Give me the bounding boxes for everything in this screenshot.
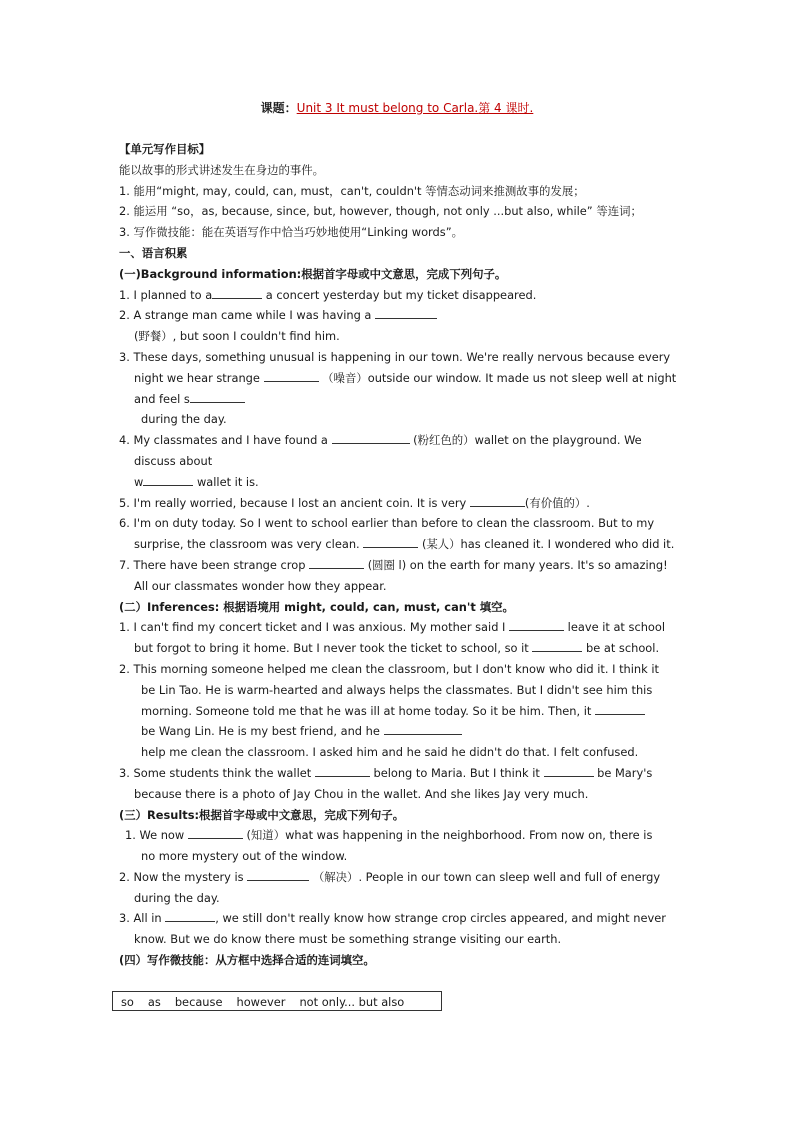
question-b2-cont: be Wang Lin. He is my best friend, and he [119,721,684,742]
question-b2-cont: be Lin Tao. He is warm-hearted and always helps the classmates. But I didn't see him this [141,682,653,697]
question-c1-cont: no more mystery out of the window. [141,849,348,864]
question-a3-cont: during the day. [141,412,227,427]
question-a7: 7. There have been strange crop (圆圈 l) on the earth for many years. It's so amazing! [119,555,684,576]
question-b2-cont: help me clean the classroom. I asked him and he said he didn't do that. I felt confused. [141,745,639,760]
part-a-heading: (一)Background information:根据首字母或中文意思，完成下列句子。 [119,266,507,281]
title-lesson: 第 4 课时. [478,101,534,115]
word-option: so [121,995,134,1009]
answer-blank[interactable] [315,763,370,777]
question-b2: 2. This morning someone helped me clean the classroom, but I don't know who did it. I think it [119,661,659,676]
part-d-heading: (四）写作微技能：从方框中选择合适的连词填空。 [119,953,375,968]
question-b1-cont: but forgot to bring it home. But I never took the ticket to school, so it be at school. [119,638,684,659]
title-unit: Unit 3 It must belong to Carla. [296,101,479,115]
answer-blank[interactable] [188,825,243,839]
question-a1: 1. I planned to a a concert yesterday but my ticket disappeared. [119,285,684,306]
answer-blank[interactable] [309,555,364,569]
goal-item: 3. 写作微技能：能在英语写作中恰当巧妙地使用“Linking words”。 [119,225,463,240]
question-c3-cont: know. But we do know there must be something strange visiting our earth. [134,932,562,947]
answer-blank[interactable] [212,285,262,299]
part-b-heading: (二）Inferences: 根据语境用 might, could, can, must, can't 填空。 [119,599,514,614]
question-a4: 4. My classmates and I have found a (粉红色的）wallet on the playground. We discuss about [119,430,684,472]
answer-blank[interactable] [165,908,215,922]
question-b1: 1. I can't find my concert ticket and I was anxious. My mother said I leave it at school [119,617,684,638]
answer-blank[interactable] [595,701,645,715]
answer-blank[interactable] [532,638,582,652]
question-b3-cont: because there is a photo of Jay Chou in the wallet. And she likes Jay very much. [134,786,589,801]
question-a7-cont: All our classmates wonder how they appear. [134,578,387,593]
section-heading: 一、语言积累 [119,245,188,260]
goal-item: 2. 能运用 “so，as, because, since, but, however, though, not only ...but also, while” 等连词； [119,204,642,219]
answer-blank[interactable] [544,763,594,777]
question-a4-cont: w wallet it is. [119,472,684,493]
answer-blank[interactable] [143,472,193,486]
word-option: as [147,995,161,1009]
goals-heading: 【单元写作目标】 [119,142,211,156]
answer-blank[interactable] [509,617,564,631]
question-c2: 2. Now the mystery is （解决）. People in our town can sleep well and full of energy [119,867,684,888]
goal-item: 1. 能用“might, may, could, can, must，can't, couldn't 等情态动词来推测故事的发展； [119,183,585,198]
question-b2-cont: morning. Someone told me that he was ill at home today. So it be him. Then, it [119,701,684,722]
answer-blank[interactable] [363,534,418,548]
question-a3: 3. These days, something unusual is happening in our town. We're really nervous because every night we hear strange （噪音）outside our window. It made us not sleep well at night and feel s [119,349,677,406]
part-c-heading: (三）Results:根据首字母或中文意思，完成下列句子。 [119,807,405,822]
question-b3: 3. Some students think the wallet belong to Maria. But I think it be Mary's [119,763,684,784]
goals-intro: 能以故事的形式讲述发生在身边的事件。 [119,162,325,177]
word-option: not only... but also [299,995,405,1009]
conjunction-word-box [112,991,442,1011]
question-a2-cont: (野餐）, but soon I couldn't find him. [134,329,340,344]
answer-blank[interactable] [190,389,245,403]
answer-blank[interactable] [247,867,309,881]
question-a6: 6. I'm on duty today. So I went to school earlier than before to clean the classroom. But to my surprise, the classroom was very clean. (某人）has cleaned it. I wondered who did it. [119,516,675,552]
worksheet-content [119,139,684,971]
question-c2-cont: during the day. [134,890,220,905]
word-option: however [236,995,286,1009]
question-c1: 1. We now (知道）what was happening in the neighborhood. From now on, there is [119,825,684,846]
lesson-title [0,100,794,116]
answer-blank[interactable] [470,493,525,507]
question-c3: 3. All in , we still don't really know how strange crop circles appeared, and might never [119,908,684,929]
answer-blank[interactable] [332,430,410,444]
title-label: 课题： [260,101,297,115]
answer-blank[interactable] [264,368,319,382]
question-a2: 2. A strange man came while I was having a [119,305,684,326]
answer-blank[interactable] [384,721,462,735]
word-option: because [174,995,223,1009]
answer-blank[interactable] [375,305,437,319]
question-a5: 5. I'm really worried, because I lost an ancient coin. It is very (有价值的）. [119,493,684,514]
